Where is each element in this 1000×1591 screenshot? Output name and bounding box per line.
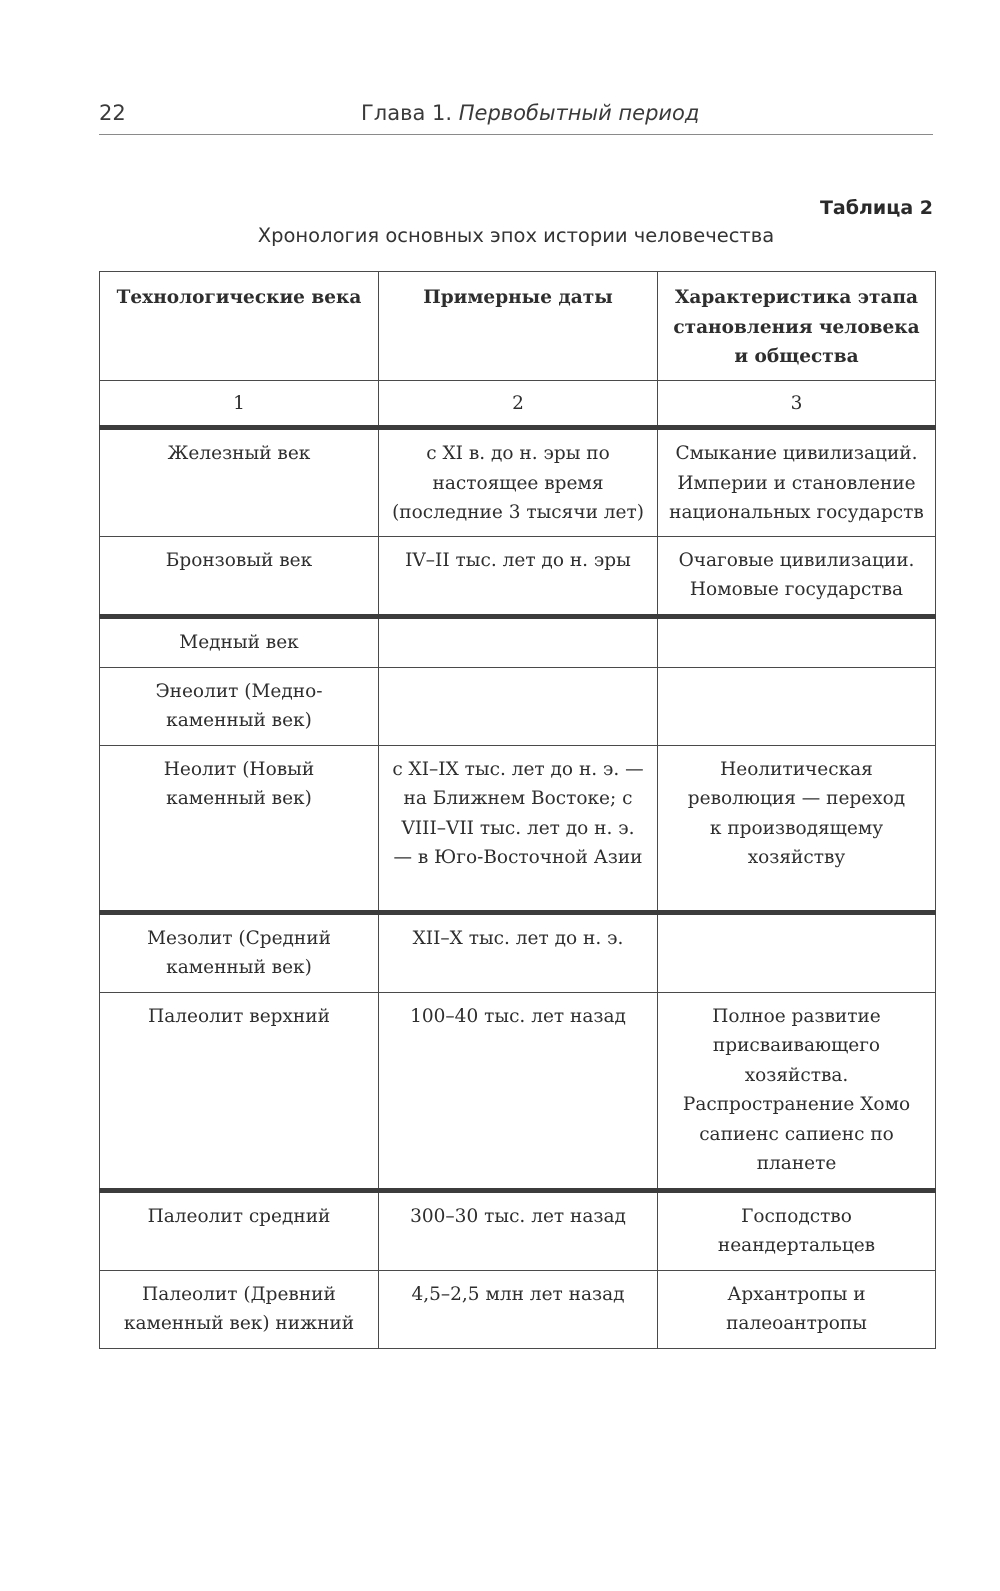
dates-cell: IV–II тыс. лет до н. эры	[379, 536, 658, 616]
description-cell: Полное развитие присваивающего хозяйства. Распространение Хомо сапиенс сапиенс по планете	[658, 992, 936, 1190]
column-number: 2	[379, 380, 658, 428]
table-row	[100, 667, 936, 745]
description-cell: Господство неандертальцев	[658, 1190, 936, 1270]
table-row	[100, 992, 936, 1190]
dates-cell: 4,5–2,5 млн лет назад	[379, 1270, 658, 1348]
era-cell: Железный век	[100, 428, 379, 537]
column-number: 1	[100, 380, 379, 428]
description-cell	[658, 912, 936, 992]
table-row	[100, 428, 936, 537]
running-head	[99, 98, 933, 135]
table-row	[100, 616, 936, 667]
dates-cell: с XI в. до н. эры по настоящее время (последние 3 тысячи лет)	[379, 428, 658, 537]
dates-cell	[379, 616, 658, 667]
column-header-dates: Примерные даты	[379, 272, 658, 381]
era-cell: Палеолит верхний	[100, 992, 379, 1190]
chapter-heading	[361, 101, 699, 125]
page-number: 22	[99, 101, 126, 125]
table-row	[100, 1270, 936, 1348]
table-caption: Хронология основных эпох истории человечества	[257, 224, 775, 247]
description-cell: Смыкание цивилизаций. Империи и становление национальных государств	[658, 428, 936, 537]
description-cell: Архантропы и палеоантропы	[658, 1270, 936, 1348]
dates-cell: 300–30 тыс. лет назад	[379, 1190, 658, 1270]
column-header-description: Характеристика этапа становления человека и общества	[658, 272, 936, 381]
column-number-row	[100, 380, 936, 428]
dates-cell	[379, 667, 658, 745]
era-cell: Мезолит (Средний каменный век)	[100, 912, 379, 992]
dates-cell: 100–40 тыс. лет назад	[379, 992, 658, 1190]
table-row	[100, 912, 936, 992]
description-cell	[658, 667, 936, 745]
table-row	[100, 745, 936, 912]
column-header-era: Технологические века	[100, 272, 379, 381]
dates-cell: с XI–IX тыс. лет до н. э. — на Ближнем Востоке; с VIII–VII тыс. лет до н. э. — в Юго-Восточной Азии	[379, 745, 658, 912]
era-cell: Энеолит (Медно-каменный век)	[100, 667, 379, 745]
table-row	[100, 536, 936, 616]
era-cell: Палеолит (Древний каменный век) нижний	[100, 1270, 379, 1348]
era-cell: Палеолит средний	[100, 1190, 379, 1270]
header-row	[100, 272, 936, 381]
column-number: 3	[658, 380, 936, 428]
era-cell: Неолит (Новый каменный век)	[100, 745, 379, 912]
table-label: Таблица 2	[819, 197, 933, 219]
table-row	[100, 1190, 936, 1270]
chapter-title: Первобытный период	[458, 101, 700, 125]
description-cell: Очаговые цивилизации. Номовые государства	[658, 536, 936, 616]
chapter-number: Глава 1.	[361, 101, 453, 125]
chronology-table	[99, 271, 936, 1349]
description-cell	[658, 616, 936, 667]
era-cell: Бронзовый век	[100, 536, 379, 616]
description-cell: Неолитическая революция — переход к производящему хозяйству	[658, 745, 936, 912]
dates-cell: XII–X тыс. лет до н. э.	[379, 912, 658, 992]
era-cell: Медный век	[100, 616, 379, 667]
